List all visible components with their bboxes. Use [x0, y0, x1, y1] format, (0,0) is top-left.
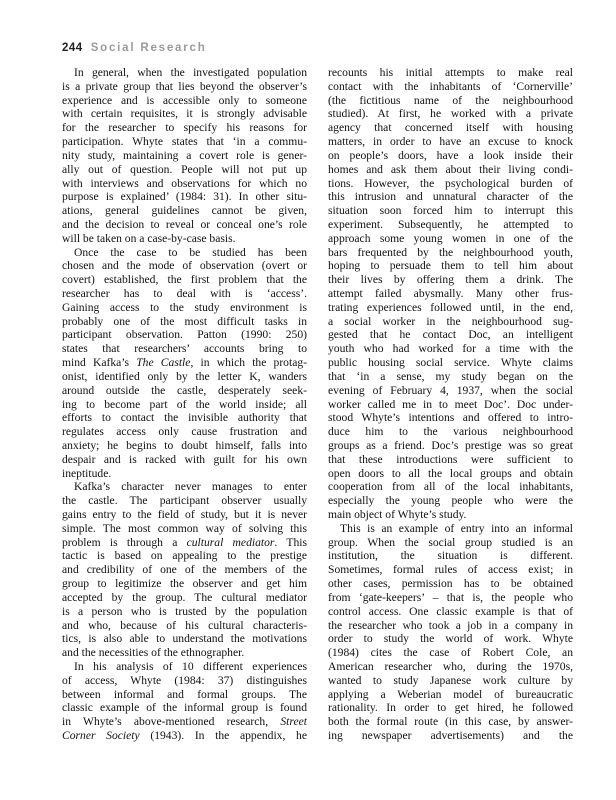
line-text: (1984) cites the case of Robert Cole, an: [328, 646, 573, 660]
text-line: [328, 218, 573, 232]
text-line: [62, 80, 307, 94]
line-text: the researcher who took a job in a company in: [328, 618, 573, 632]
line-text: evening of February 4, 1937, when the social: [328, 383, 573, 397]
text-line: [62, 439, 307, 453]
line-text: (1943). In the appendix, he: [139, 729, 307, 742]
line-text: In his analysis of 10 different experiences: [74, 659, 307, 673]
line-text: attempt failed abysmally. Many other frus-: [328, 287, 573, 300]
text-column-left: [62, 66, 307, 743]
line-text: chosen and the mode of observation (overt or: [62, 259, 307, 273]
text-line: [328, 232, 573, 246]
line-text: anxiety; he begins to doubt himself, falls into: [62, 438, 307, 452]
italic-text: Street: [280, 715, 307, 729]
text-column-right: [328, 66, 573, 743]
line-text: that these introductions were sufficient to: [328, 452, 573, 466]
line-text: participant observation. Patton (1990: 250): [62, 328, 307, 342]
text-line: [62, 66, 307, 80]
text-line: [62, 342, 307, 356]
text-line: [328, 480, 573, 494]
line-text: hoping to persuade them to tell him about: [328, 259, 573, 273]
text-line: [62, 232, 307, 246]
line-text: in Whyte’s above-mentioned research,: [62, 715, 281, 729]
line-text: simple. The most common way of solving this: [62, 521, 307, 535]
line-text: Gaining access to the study environment is: [62, 300, 307, 314]
line-text: duce him to the various neighbourhood: [328, 425, 573, 439]
line-text: open doors to all the local groups and obtain: [328, 466, 573, 480]
text-line: [328, 80, 573, 94]
line-text: (the fictitious name of the neighbourhood: [328, 93, 573, 107]
text-line: [62, 646, 307, 660]
line-text: control access. One classic example is that of: [328, 604, 573, 618]
text-line: [328, 121, 573, 135]
line-text: stood Whyte’s intentions and offered to intro-: [328, 411, 573, 425]
line-text: states that researchers’ accounts bring to: [62, 342, 307, 356]
text-line: [62, 94, 307, 108]
text-line: [62, 605, 307, 619]
line-text: situation soon forced him to interrupt this: [328, 204, 573, 218]
text-line: [328, 328, 573, 342]
text-line: [62, 453, 307, 467]
text-line: [62, 467, 307, 481]
line-text: classic example of the informal group is found: [62, 701, 307, 715]
text-line: [62, 370, 307, 384]
line-text: American researcher who, during the 1970s,: [328, 659, 573, 673]
text-line: [328, 674, 573, 688]
text-line: [328, 107, 573, 121]
text-line: [328, 425, 573, 439]
text-line: [62, 218, 307, 232]
line-text: is a person who is trusted by the population: [62, 604, 307, 618]
line-text: both the formal route (in this case, by answer-: [328, 715, 573, 729]
text-line: [62, 632, 307, 646]
line-text: Once the case to be studied has been: [74, 245, 307, 259]
line-text: applying a Weberian model of bureaucratic: [328, 687, 573, 701]
line-text: their lives by offering them a drink. The: [328, 273, 573, 287]
line-text: and the necessities of the ethnographer.: [62, 646, 245, 660]
text-line: [62, 715, 307, 729]
page-number: 244: [62, 42, 83, 54]
line-text: will be taken on a case-by-case basis.: [62, 231, 236, 245]
text-line: [328, 632, 573, 646]
text-line: [62, 246, 307, 260]
text-line: [328, 646, 573, 660]
line-text: matters, in order to have an excuse to knock: [328, 135, 573, 149]
text-line: [62, 301, 307, 315]
text-line: [328, 370, 573, 384]
line-text: of access, Whyte (1984: 37) distinguishes: [62, 673, 307, 687]
text-line: [328, 439, 573, 453]
line-text: agency that concerned itself with housing: [328, 121, 573, 135]
italic-text: Corner Society: [62, 729, 140, 742]
text-line: [328, 605, 573, 619]
text-line: [62, 591, 307, 605]
line-text: group to legitimize the observer and get him: [62, 577, 307, 591]
text-line: [328, 701, 573, 715]
text-line: [62, 619, 307, 633]
text-line: [62, 384, 307, 398]
text-line: [328, 563, 573, 577]
text-line: [328, 536, 573, 550]
text-line: [62, 508, 307, 522]
text-line: [328, 577, 573, 591]
line-text: ations, general guidelines cannot be given,: [62, 204, 307, 218]
text-line: [328, 549, 573, 563]
line-text: between informal and formal groups. The: [62, 687, 307, 701]
text-line: [328, 287, 573, 301]
text-line: [328, 356, 573, 370]
text-line: [328, 467, 573, 481]
line-text: contact with the inhabitants of ‘Cornerville’: [328, 79, 573, 93]
line-text: with interviews and observations for which no: [62, 176, 307, 190]
line-text: , in which the protag-: [190, 356, 307, 370]
text-line: [62, 259, 307, 273]
line-text: this intrusion and unnatural character of the: [328, 190, 573, 204]
line-text: ing to become part of the world inside; all: [62, 397, 307, 411]
text-line: [62, 273, 307, 287]
text-line: [62, 163, 307, 177]
text-line: [328, 522, 573, 536]
text-line: [62, 536, 307, 550]
italic-text: cultural mediator: [186, 535, 275, 549]
line-text: that ‘in a sense, my study began on the: [328, 369, 573, 383]
line-text: other cases, permission has to be obtained: [328, 577, 573, 591]
text-line: [62, 204, 307, 218]
line-text: . This: [274, 535, 307, 549]
line-text: order to study the world of work. Whyte: [328, 632, 573, 646]
text-line: [328, 204, 573, 218]
line-text: and credibility of one of the members of the: [62, 563, 307, 577]
line-text: a social worker in the neighbourhood sug-: [328, 314, 573, 328]
text-line: [328, 398, 573, 412]
text-line: [62, 328, 307, 342]
text-line: [328, 715, 573, 729]
line-text: wanted to study Japanese work culture by: [328, 673, 573, 687]
line-text: youth who had worked for a time with the: [328, 342, 573, 356]
line-text: bars frequented by the neighbourhood youth,: [328, 245, 573, 259]
line-text: homes and ask them about their living condi-: [328, 162, 573, 176]
text-line: [62, 398, 307, 412]
line-text: tactic is based on appealing to the prestige: [62, 549, 307, 563]
line-text: on people’s doors, have a look inside their: [328, 148, 573, 162]
line-text: with certain requisites, it is strongly advisable: [62, 107, 307, 121]
italic-text: The Castle: [136, 356, 191, 370]
text-line: [328, 177, 573, 191]
line-text: participation. Whyte states that ‘in a commu-: [62, 135, 307, 149]
text-line: [328, 619, 573, 633]
line-text: tions. However, the psychological burden of: [328, 176, 573, 190]
text-line: [62, 701, 307, 715]
text-line: [328, 688, 573, 702]
running-header: [62, 42, 207, 54]
text-line: [62, 149, 307, 163]
line-text: rationality. In order to get hired, he followed: [328, 701, 573, 715]
text-line: [62, 549, 307, 563]
line-text: purpose is explained’ (1984: 31). In other situ-: [62, 190, 307, 204]
text-line: [62, 121, 307, 135]
line-text: probably one of the most difficult tasks in: [62, 314, 307, 328]
line-text: and who, because of his cultural characteris-: [62, 618, 307, 632]
text-line: [328, 149, 573, 163]
text-line: [328, 315, 573, 329]
line-text: groups as a friend. Doc’s prestige was so great: [328, 438, 573, 452]
text-line: [328, 508, 573, 522]
line-text: mind Kafka’s: [62, 356, 137, 370]
line-text: experience and is accessible only to someone: [62, 93, 307, 107]
running-title: Social Research: [90, 42, 207, 54]
line-text: accepted by the group. The cultural mediator: [62, 590, 307, 604]
line-text: cooperation from all of the local inhabitants,: [328, 480, 573, 494]
text-line: [62, 425, 307, 439]
line-text: ally out of question. People will not put up: [62, 162, 307, 176]
text-line: [328, 246, 573, 260]
line-text: Kafka’s character never manages to enter: [74, 480, 307, 494]
line-text: In general, when the investigated population: [74, 66, 307, 79]
line-text: around outside the castle, desperately seek-: [62, 383, 307, 397]
line-text: researcher has to deal with is ‘access’.: [62, 287, 307, 300]
text-line: [62, 660, 307, 674]
line-text: trating experiences followed until, in the end,: [328, 300, 573, 314]
text-line: [62, 190, 307, 204]
text-line: [62, 411, 307, 425]
text-line: [328, 494, 573, 508]
text-line: [62, 522, 307, 536]
line-text: Sometimes, formal rules of access exist; in: [328, 563, 573, 577]
line-text: despair and is racked with guilt for his own: [62, 452, 307, 466]
line-text: from ‘gate-keepers’ – that is, the people who: [328, 590, 573, 604]
text-line: [328, 135, 573, 149]
line-text: regulates access only cause frustration and: [62, 425, 307, 439]
line-text: and the decision to reveal or conceal one’s role: [62, 217, 307, 231]
text-line: [62, 563, 307, 577]
text-line: [62, 177, 307, 191]
line-text: ing newspaper advertisements) and the: [328, 729, 573, 742]
text-line: [62, 674, 307, 688]
line-text: ineptitude.: [62, 466, 112, 480]
line-text: gains entry to the field of study, but it is never: [62, 508, 307, 521]
line-text: group. When the social group studied is an: [328, 535, 573, 549]
text-line: [328, 301, 573, 315]
line-text: public housing social service. Whyte claims: [328, 356, 573, 370]
text-line: [328, 453, 573, 467]
line-text: worker called me in to meet Doc’. Doc under-: [328, 397, 573, 411]
line-text: institution, the situation is different.: [328, 549, 573, 563]
line-text: main object of Whyte’s study.: [328, 508, 467, 521]
line-text: for the researcher to specify his reasons for: [62, 121, 307, 135]
text-line: [62, 577, 307, 591]
line-text: covert) established, the first problem that the: [62, 273, 307, 287]
text-line: [328, 591, 573, 605]
text-line: [62, 287, 307, 301]
line-text: the castle. The participant observer usually: [62, 494, 307, 508]
line-text: experiment. Subsequently, he attempted to: [328, 217, 573, 231]
text-line: [328, 163, 573, 177]
text-line: [328, 342, 573, 356]
text-line: [62, 729, 307, 743]
text-line: [62, 688, 307, 702]
line-text: especially the young people who were the: [328, 494, 573, 508]
line-text: tics, is also able to understand the motivations: [62, 632, 307, 646]
line-text: nity study, maintaining a covert role is gener-: [62, 148, 307, 162]
text-line: [62, 480, 307, 494]
line-text: onist, identified only by the letter K, wanders: [62, 369, 307, 383]
line-text: efforts to contact the invisible authority that: [62, 411, 307, 425]
text-line: [62, 107, 307, 121]
text-line: [328, 384, 573, 398]
text-line: [328, 190, 573, 204]
text-line: [328, 729, 573, 743]
text-line: [328, 411, 573, 425]
text-line: [328, 94, 573, 108]
line-text: problem is through a: [62, 535, 187, 549]
text-line: [62, 494, 307, 508]
line-text: is a private group that lies beyond the observer’s: [62, 79, 307, 93]
text-line: [328, 273, 573, 287]
text-line: [62, 135, 307, 149]
text-line: [328, 259, 573, 273]
line-text: gested that he contact Doc, an intelligent: [328, 328, 573, 342]
line-text: studied). At first, he worked with a private: [328, 107, 573, 121]
text-line: [328, 66, 573, 80]
line-text: approach some young women in one of the: [328, 231, 573, 245]
line-text: recounts his initial attempts to make real: [328, 66, 573, 79]
text-line: [62, 315, 307, 329]
text-line: [62, 356, 307, 370]
line-text: This is an example of entry into an informal: [340, 521, 573, 535]
text-line: [328, 660, 573, 674]
